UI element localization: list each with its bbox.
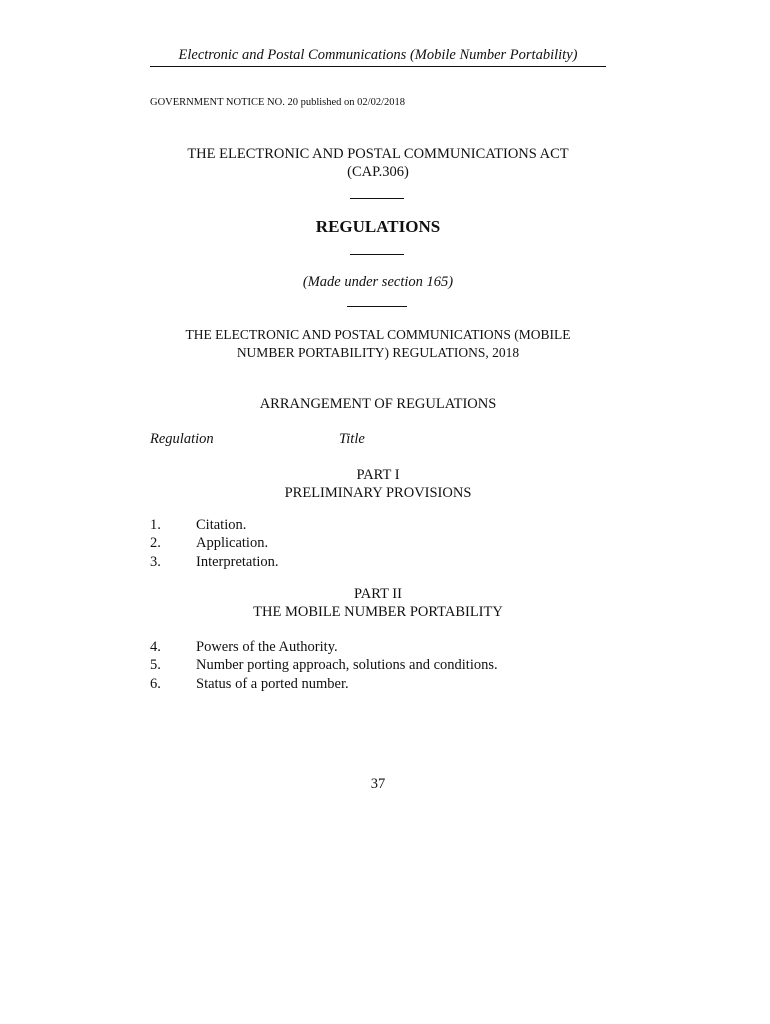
regulations-heading: REGULATIONS	[315, 217, 441, 236]
regulations-title	[150, 326, 606, 361]
item-number: 6.	[150, 675, 161, 692]
part-title: THE MOBILE NUMBER PORTABILITY	[253, 604, 503, 620]
header-rule	[150, 66, 606, 67]
column-heading-regulation: Regulation	[150, 431, 214, 447]
regulation-list	[150, 638, 606, 693]
list-item	[150, 675, 606, 693]
item-title: Citation.	[196, 517, 247, 533]
act-title-line-1: THE ELECTRONIC AND POSTAL COMMUNICATIONS ACT	[187, 146, 569, 162]
item-number: 5.	[150, 657, 161, 674]
regulations-title-line-2: NUMBER PORTABILITY) REGULATIONS, 2018	[236, 344, 520, 360]
item-number: 3.	[150, 553, 161, 570]
item-title: Powers of the Authority.	[196, 639, 338, 655]
item-number: 2.	[150, 535, 161, 552]
part-heading	[150, 466, 606, 502]
divider-rule	[347, 306, 407, 307]
part-heading	[150, 585, 606, 621]
item-title: Interpretation.	[196, 553, 279, 570]
item-title: Application.	[196, 535, 269, 552]
part-title: PRELIMINARY PROVISIONS	[284, 485, 472, 501]
item-number: 1.	[150, 517, 161, 533]
list-item	[150, 553, 606, 571]
page-number: 37	[370, 776, 386, 792]
column-heading-title: Title	[339, 431, 365, 447]
government-notice: GOVERNMENT NOTICE NO. 20 published on 02/02/2018	[150, 97, 406, 108]
divider-rule	[350, 198, 404, 199]
arrangement-heading: ARRANGEMENT OF REGULATIONS	[259, 396, 497, 412]
act-title	[150, 145, 606, 181]
regulation-list	[150, 516, 606, 571]
item-title: Number porting approach, solutions and conditions.	[196, 657, 498, 674]
regulations-title-line-1: THE ELECTRONIC AND POSTAL COMMUNICATIONS (MOBILE	[185, 327, 571, 342]
part-label: PART II	[354, 586, 402, 602]
list-item	[150, 656, 606, 674]
item-number: 4.	[150, 639, 161, 655]
list-item	[150, 516, 606, 534]
running-header: Electronic and Postal Communications (Mobile Number Portability)	[178, 47, 578, 63]
act-title-line-2: (CAP.306)	[347, 164, 409, 180]
part-label: PART I	[356, 467, 400, 483]
item-title: Status of a ported number.	[196, 675, 349, 692]
divider-rule	[350, 254, 404, 255]
made-under-section: (Made under section 165)	[302, 274, 454, 290]
list-item	[150, 534, 606, 552]
list-item	[150, 638, 606, 656]
